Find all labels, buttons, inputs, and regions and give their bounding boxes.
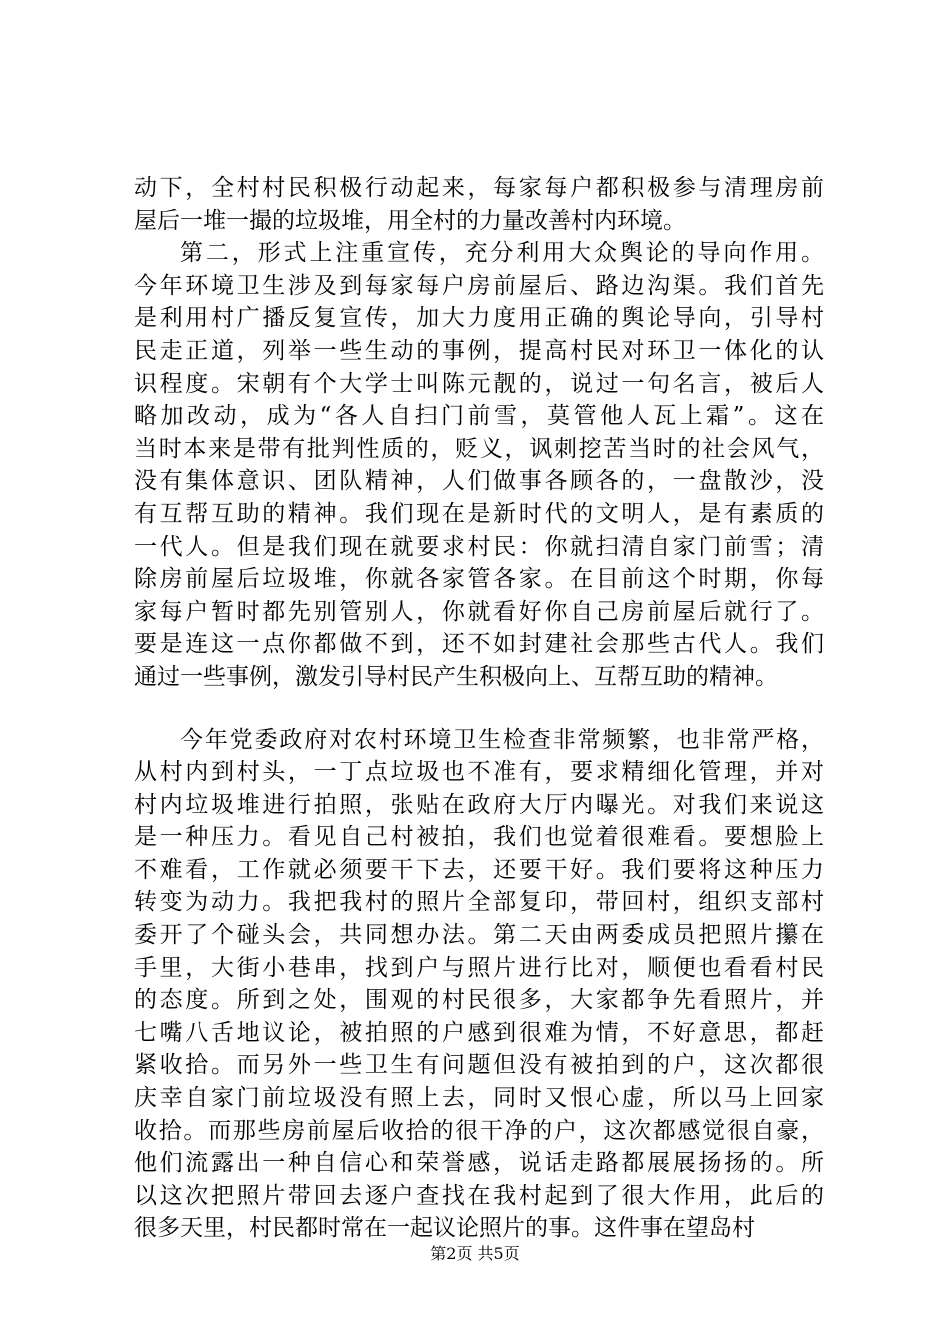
text-line: 民走正道，列举一些生动的事例，提高村民对环卫一体化的认 bbox=[134, 337, 824, 364]
text-line: 从村内到村头，一丁点垃圾也不准有，要求精细化管理，并对 bbox=[134, 759, 824, 786]
text-line: 收拾。而那些房前屋后收拾的很干净的户，这次都感觉很自豪， bbox=[134, 1117, 824, 1144]
text-line: 紧收拾。而另外一些卫生有问题但没有被拍到的户，这次都很 bbox=[134, 1052, 824, 1079]
text-line: 转变为动力。我把我村的照片全部复印，带回村，组织支部村 bbox=[134, 889, 824, 916]
paragraph-gap bbox=[134, 694, 824, 724]
text-line: 以这次把照片带回去逐户查找在我村起到了很大作用，此后的 bbox=[134, 1182, 824, 1209]
text-line: 第二，形式上注重宣传，充分利用大众舆论的导向作用。 bbox=[180, 240, 824, 267]
text-line: 家每户暂时都先别管别人，你就看好你自己房前屋后就行了。 bbox=[134, 598, 824, 625]
text-line: 有互帮互助的精神。我们现在是新时代的文明人，是有素质的 bbox=[134, 500, 824, 527]
text-line: 要是连这一点你都做不到，还不如封建社会那些古代人。我们 bbox=[134, 631, 824, 658]
text-line: 他们流露出一种自信心和荣誉感，说话走路都展展扬扬的。所 bbox=[134, 1150, 824, 1177]
text-line: 当时本来是带有批判性质的，贬义，讽刺挖苦当时的社会风气， bbox=[134, 435, 824, 462]
paragraph bbox=[134, 172, 824, 237]
text-line: 动下，全村村民积极行动起来，每家每户都积极参与清理房前 bbox=[134, 175, 824, 201]
paragraph bbox=[134, 724, 824, 1246]
text-line: 略加改动，成为“各人自扫门前雪，莫管他人瓦上霜”。这在 bbox=[134, 403, 824, 430]
text-line: 今年党委政府对农村环境卫生检查非常频繁，也非常严格， bbox=[180, 726, 824, 753]
text-line: 屋后一堆一撮的垃圾堆，用全村的力量改善村内环境。 bbox=[134, 207, 686, 234]
text-line: 很多天里，村民都时常在一起议论照片的事。这件事在望岛村 bbox=[134, 1215, 755, 1242]
text-line: 的态度。所到之处，围观的村民很多，大家都争先看照片，并 bbox=[134, 987, 824, 1014]
text-line: 是一种压力。看见自己村被拍，我们也觉着很难看。要想脸上 bbox=[134, 824, 824, 851]
text-line: 村内垃圾堆进行拍照，张贴在政府大厅内曝光。对我们来说这 bbox=[134, 791, 824, 818]
text-line: 一代人。但是我们现在就要求村民：你就扫清自家门前雪；清 bbox=[134, 533, 824, 560]
text-line: 除房前屋后垃圾堆，你就各家管各家。在目前这个时期，你每 bbox=[134, 566, 824, 593]
text-line: 识程度。宋朝有个大学士叫陈元靓的，说过一句名言，被后人 bbox=[134, 370, 824, 397]
text-line: 没有集体意识、团队精神，人们做事各顾各的，一盘散沙，没 bbox=[134, 468, 824, 495]
page-footer: 第2页 共5页 bbox=[430, 1244, 520, 1263]
text-line: 是利用村广播反复宣传，加大力度用正确的舆论导向，引导村 bbox=[134, 305, 824, 332]
text-line: 不难看，工作就必须要干下去，还要干好。我们要将这种压力 bbox=[134, 856, 824, 883]
text-line: 今年环境卫生涉及到每家每户房前屋后、路边沟渠。我们首先 bbox=[134, 272, 824, 299]
text-line: 手里，大街小巷串，找到户与照片进行比对，顺便也看看村民 bbox=[134, 954, 824, 981]
paragraph bbox=[134, 237, 824, 693]
text-line: 七嘴八舌地议论，被拍照的户感到很难为情，不好意思，都赶 bbox=[134, 1019, 824, 1046]
document-body bbox=[134, 172, 824, 1245]
text-line: 通过一些事例，激发引导村民产生积极向上、互帮互助的精神。 bbox=[134, 663, 778, 690]
text-line: 委开了个碰头会，共同想办法。第二天由两委成员把照片攥在 bbox=[134, 922, 824, 949]
text-line: 庆幸自家门前垃圾没有照上去，同时又恨心虚，所以马上回家 bbox=[134, 1085, 824, 1112]
